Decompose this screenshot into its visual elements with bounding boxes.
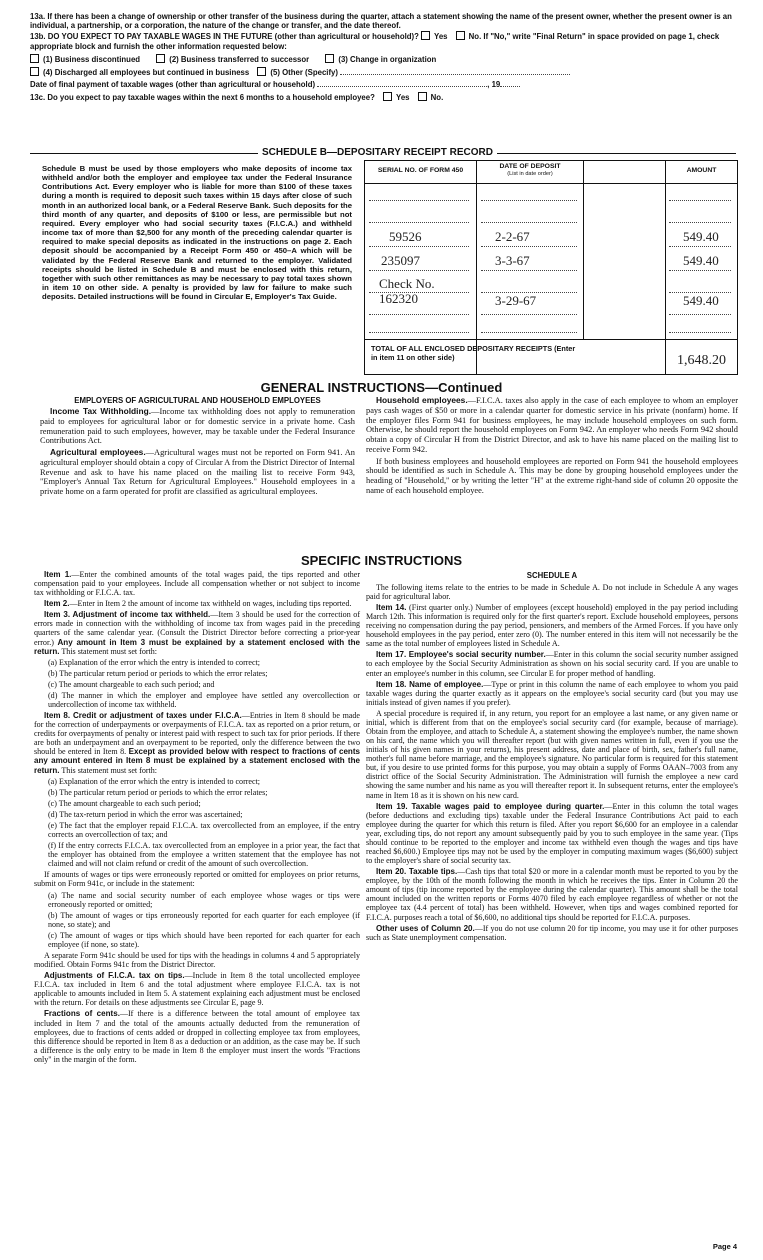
col-divider-2 [583, 161, 584, 339]
schedule-a-intro: The following items relate to the entries to be made in Schedule A. Do not include in Schedule A any wages paid for agricultural labor. [366, 582, 738, 601]
fica-tips-adjustment-para: Adjustments of F.I.C.A. tax on tips.—Include in Item 8 the total uncollected employee F.I.C.A. tax included in Item 6 and the total adjustment where employee F.I.C.A. tax is not applicable to amounts included in Item 5. A statement explaining each adjustment must be enclosed with the return. For details on these adjustments see Circular E, page 9. [34, 971, 360, 1008]
item-18-para: Item 18. Name of employee.—Type or print in this column the name of each employee to whom you paid taxable wages during the quarter exactly as it appears on the employee's social security card (but you may use initials instead of given names if you prefer). [366, 679, 738, 707]
item-13c-no-checkbox[interactable] [418, 92, 427, 101]
deposit-serial-2[interactable]: 235097 [381, 253, 420, 268]
entry-line [369, 199, 469, 201]
item-8-b: (b) The particular return period or periods to which the error relates; [48, 787, 268, 797]
entry-line [369, 331, 469, 333]
entry-line [669, 313, 731, 315]
item-3-para: Item 3. Adjustment of income tax withheld.—Item 3 should be used for the correction of errors made in connection with the withholding of income tax from wages paid in the preceding quarters of the same calendar year. (Consult the District Director before correcting a prior-year error.) Any amount in Item 3 must be explained by a statement enclosed with the return. This statement must set forth: [34, 610, 361, 656]
item-18-special-para: A special procedure is required if, in any return, you report for an employee a last name, or any given name or initial, which is different from that on the employee's social security card (for example, because of marriage). Obtain from the employee, and attach to Schedule A, a statement showing the employee's number, the name shown on his card, the name which you will thereafter report (but with given names written in full, even if you use the initials of his given names in your returns), his present address, date and place of birth, sex, father's full name, mother's full name before marriage, and the employee's signature. No particular form is required for this statement but, if you desire to use printed forms for this purpose, you may obtain a supply of Forms OAAN–7003 from any district office of the Social Security Administration. The Administration will furnish the employee a new card showing the same number and his name as you will thereafter report it. In subsequent returns, enter the employee's name in Item 18 as it is shown on his new card. [366, 708, 738, 800]
entry-line [669, 221, 731, 223]
other-specify-checkbox[interactable] [257, 67, 266, 76]
item-8-f: (f) If the entry corrects F.I.C.A. tax overcollected from an employee in a prior year, the fact that the employer has obtained from the employee a written statement that the employee has not claimed and will not claim refund or credit of the amount of such overcollection. [48, 841, 360, 869]
item-8-d: (d) The tax-return period in which the error was ascertained; [48, 809, 243, 819]
schedule-b-instructions: Schedule B must be used by those employers who make deposits of income tax withheld and/or both the employer and employee tax under the Federal Insurance Contributions Act. Every employer who is liable for more than $100 of these taxes during a month is required to deposit such taxes within 15 days after close of such month in an authorized local bank, or a Federal Reserve Bank. Such deposits for the third month of any quarter, and deposits of $100 or less, are permissible but not required. Every employer who had social security taxes (F.I.C.A.) and withheld income tax of more than $2,500 for any month of the preceding calendar quarter is required to make special deposits as indicated in the instructions on page 2. Each deposit should be accompanied by a Receipt Form 450 or 450–A which will be validated by the Federal Reserve Bank and returned to the employer. Validated receipts should be listed in Schedule B and must be enclosed with this return, together with such other remittances as may be necessary to pay total taxes shown in item 10 on other side. A penalty is provided by law for failure to make such deposits. Detailed instructions will be found in Circular E, Employer's Tax Guide. [42, 164, 352, 302]
total-receipts-value[interactable]: 1,648.20 [677, 353, 726, 368]
fractions-of-cents-para: Fractions of cents.—If there is a difference between the total amount of employee tax included in Item 7 and the total of the amounts actually deducted from the remuneration of employees, due to fractions of cents added or dropped in collecting employee tax from employees, this difference should be reported in Item 8 as a deduction or an addition, as the case may be. If such a difference is the only entry to be made in Item 8 the employer must insert the words "Fractions only" in the margin of the form. [34, 1009, 360, 1064]
erroneous-c: (c) The amount of wages or tips which should have been reported for each quarter for each employee (if none, so state). [48, 930, 360, 949]
item-8-e: (e) The fact that the employer repaid F.I.C.A. tax overcollected from an employee, if the entry corrects an overcollection of tax; and [48, 820, 360, 840]
item-1-para: Item 1.—Enter the combined amounts of the total wages paid, the tips reported and other compensation paid to your employees. Include all compensation whether or not subject to income tax withholding or F.I.C.A. tax. [34, 570, 361, 598]
item-2-para: Item 2.—Enter in Item 2 the amount of income tax withheld on wages, including tips reported. [44, 599, 352, 609]
deposit-serial-3[interactable]: Check No. 162320 [379, 276, 435, 306]
specific-right-column [366, 570, 738, 944]
item-13-section [30, 12, 742, 104]
col-amount-header: AMOUNT [686, 167, 717, 174]
entry-line [481, 245, 577, 247]
deposit-amount-3[interactable]: 549.40 [683, 293, 719, 308]
deposit-date-1[interactable]: 2-2-67 [495, 229, 530, 244]
final-return-options-row1: (1) Business discontinued (2) Business transferred to successor (3) Change in organization [30, 54, 742, 64]
entry-line [481, 221, 577, 223]
col-serial-header: SERIAL NO. OF FORM 450 [377, 167, 464, 174]
entry-line [669, 199, 731, 201]
schedule-b-header [30, 147, 736, 161]
discharged-employees-checkbox[interactable] [30, 67, 39, 76]
item-8-c: (c) The amount chargeable to each such period; [48, 798, 201, 808]
col-date-sublabel: (List in date order) [507, 171, 553, 178]
specific-instructions-title: SPECIFIC INSTRUCTIONS [300, 553, 463, 568]
total-rule [365, 339, 737, 340]
entry-line [481, 199, 577, 201]
change-organization-checkbox[interactable] [325, 54, 334, 63]
entry-line [481, 313, 577, 315]
item-20-para: Item 20. Taxable tips.—Cash tips that total $20 or more in a calendar month must be reported to you by the employee, by the 10th of the month following the month in which he receives the tips. Enter in Column 20 the amount of tips (tip income reported by the employee during the calendar quarter). This amount shall be the total amount included on the written reports or Forms 4070 filed by each employee regardless of whether or not the employee tax (4.4 percent of total) has been withheld. However, when tips and wages combined reported for F.I.C.A. purposes reach a total of $6,600, no additional tips should be reported for F.I.C.A. purposes. [366, 867, 738, 922]
final-payment-year-field[interactable] [500, 86, 520, 87]
final-payment-date-field[interactable] [317, 86, 487, 87]
depositary-receipt-table [364, 160, 738, 375]
total-receipts-label: TOTAL OF ALL ENCLOSED DEPOSITARY RECEIPTS (Enter in item 11 on other side) [371, 344, 576, 362]
page-number: Page 4 [712, 1242, 737, 1252]
final-return-options-row2: (4) Discharged all employees but continued in business (5) Other (Specify) [30, 67, 742, 77]
other-uses-col20-para: Other uses of Column 20.—If you do not use column 20 for tip income, you may use it for other purposes such as State unemployment compensation. [366, 923, 739, 942]
general-left-column [40, 396, 355, 499]
entry-line [369, 269, 469, 271]
item-19-para: Item 19. Taxable wages paid to employee during quarter.—Enter in this column the total wages (before deductions and excluding tips) taxable under the Federal Insurance Contributions Act paid to each employee during the quarter for which this return is filed. After you report $6,600 for an employee in a calendar year, excluding tips, do not report any amount subsequently paid by you to such employee in the same year. (Tips should continue to be reported to the employer and income tax withheld even though the wages and tips have reached $6,600.) Employee tips may not be used by the employer in computing maximum wages ($6,600) subject to the employer's share of social security tax. [366, 801, 738, 866]
form-941c-para: A separate Form 941c should be used for tips with the headings in columns 4 and 5 appropriately modified. Obtain Forms 941c from the District Director. [34, 950, 360, 970]
final-payment-date-row: Date of final payment of taxable wages (other than agricultural or household) , 19 [30, 80, 742, 89]
general-instructions-title: GENERAL INSTRUCTIONS—Continued [260, 380, 503, 395]
item-8-a: (a) Explanation of the error which the entry is intended to correct; [48, 776, 261, 786]
business-transferred-checkbox[interactable] [156, 54, 165, 63]
entry-line [369, 221, 469, 223]
specific-left-column [34, 570, 360, 1066]
item-17-para: Item 17. Employee's social security number.—Enter in this column the social security number assigned to each employee by the Social Security Administration as shown on his social security card. If you are unable to enter an employee's number in this column, see Circular E for proper method of handling. [366, 650, 738, 678]
business-discontinued-checkbox[interactable] [30, 54, 39, 63]
item-3-b: (b) The particular return period or periods to which the error relates; [48, 668, 268, 678]
item-13a-text: 13a. If there has been a change of ownership or other transfer of the business during the quarter, attach a statement showing the name of the present owner, whether the present owner is an individual, a partnership, or a corporation, the nature of the change or transfer, and the date thereof. [30, 12, 732, 31]
item-13c-text: 13c. Do you expect to pay taxable wages within the next 6 months to a household employee? Yes No. [30, 93, 444, 103]
agricultural-employees-para: Agricultural employees.—Agricultural wages must not be reported on Form 941. An agricultural employer should obtain a copy of Circular A from the District Director of Internal Revenue and ask to have his name placed on the mailing list to receive Form 943, "Employer's Annual Tax Return for Agricultural Employees." Household employees in a private home on a farm operated for profit are classified as agricultural employees. [40, 447, 355, 497]
erroneous-a: (a) The name and social security number of each employee whose wages or tips were erroneously reported or omitted; [48, 890, 360, 909]
entry-line [669, 245, 731, 247]
deposit-date-2[interactable]: 3-3-67 [495, 253, 530, 268]
entry-line [669, 269, 731, 271]
item-13b-no-checkbox[interactable] [456, 31, 465, 40]
item-3-c: (c) The amount chargeable to each such period; and [48, 679, 215, 689]
schedule-a-heading: SCHEDULE A [526, 571, 578, 580]
other-specify-field[interactable] [340, 74, 570, 75]
entry-line [669, 331, 731, 333]
item-13b-yes-checkbox[interactable] [421, 31, 430, 40]
agri-household-subheading: EMPLOYERS OF AGRICULTURAL AND HOUSEHOLD EMPLOYEES [74, 396, 321, 405]
col-date-header [477, 161, 583, 185]
deposit-amount-1[interactable]: 549.40 [683, 229, 719, 244]
entry-line [369, 245, 469, 247]
item-3-a: (a) Explanation of the error which the entry is intended to correct; [48, 657, 261, 667]
item-13b-text: 13b. DO YOU EXPECT TO PAY TAXABLE WAGES IN THE FUTURE (other than agricultural or household)? Yes No. If "No," write "Final Return" in space provided on page 1, check appropriate block and furnish the other information requested below: [30, 32, 720, 51]
deposit-date-3[interactable]: 3-29-67 [495, 293, 537, 308]
general-right-column [366, 396, 738, 498]
household-reporting-para: If both business employees and household employees are reported on Form 941 the household employees should be identified as such in Schedule A. This may be done by grouping household employees under the heading of "Household," or by writing the letter "H" at the extreme right-hand side of column 20 opposite the name of each household employee. [366, 456, 738, 495]
col-divider-1 [476, 161, 477, 374]
item-3-d: (d) The manner in which the employer and employee have settled any overcollection or undercollection of income tax withheld. [48, 690, 360, 710]
deposit-amount-2[interactable]: 549.40 [683, 253, 719, 268]
deposit-serial-1[interactable]: 59526 [389, 229, 422, 244]
schedule-b-title: SCHEDULE B—DEPOSITARY RECEIPT RECORD [258, 147, 497, 159]
col-divider-3 [665, 161, 666, 374]
item-14-para: Item 14. (First quarter only.) Number of employees (except household) employed in the pay period including March 12th. This information is required only for the first quarter's report. Exclude household employees, persons receiving no compensation during the pay period, pensioners, and members of the Armed Forces. If you have only household employees in the pay period, enter zero (0). The number entered in this item will not necessarily be the same as the total number of employees listed in Schedule A. [366, 602, 739, 649]
col-date-label: DATE OF DEPOSIT [499, 163, 561, 170]
entry-line [481, 331, 577, 333]
erroneous-wages-para: If amounts of wages or tips were erroneously reported or omitted for employees on prior returns, submit on Form 941c, or include in the statement: [34, 870, 360, 889]
erroneous-b: (b) The amount of wages or tips erroneously reported for each quarter for each employee (if none, so state); and [48, 910, 360, 929]
item-13c-yes-checkbox[interactable] [383, 92, 392, 101]
entry-line [369, 313, 469, 315]
household-employees-para: Household employees.—F.I.C.A. taxes also apply in the case of each employee to whom an employer pays cash wages of $50 or more in a calendar quarter for domestic service in his private (nonfarm) home. If the employer files Form 941 for business employees, he may include household employees on such form. Otherwise, he should report the household employees on Form 942. An employer who needs Form 942 should obtain a copy of Circular H from the District Director, and ask to have his name placed on the mailing list to receive Form 942. [366, 395, 738, 454]
entry-line [481, 269, 577, 271]
income-tax-withholding-para: Income Tax Withholding.—Income tax withholding does not apply to remuneration paid to employees for agricultural labor or for domestic service in a private home. Cash remuneration paid to such employees, however, may be taxable under the Federal Insurance Contributions Act. [40, 406, 356, 446]
item-8-para: Item 8. Credit or adjustment of taxes under F.I.C.A.—Entries in Item 8 should be made for the correction of underpayments or overpayments of F.I.C.A. tax as reported on a prior return, or credits for overpayments of penalty or interest paid with respect to such tax for prior periods. If there are both an underpayment and an overpayment to be reported, only the difference between the two should be entered in Item 8. Except as provided below with respect to fractions of cents any amount entered in Item 8 must be explained by a statement enclosed with the return. This statement must set forth: [34, 711, 360, 775]
